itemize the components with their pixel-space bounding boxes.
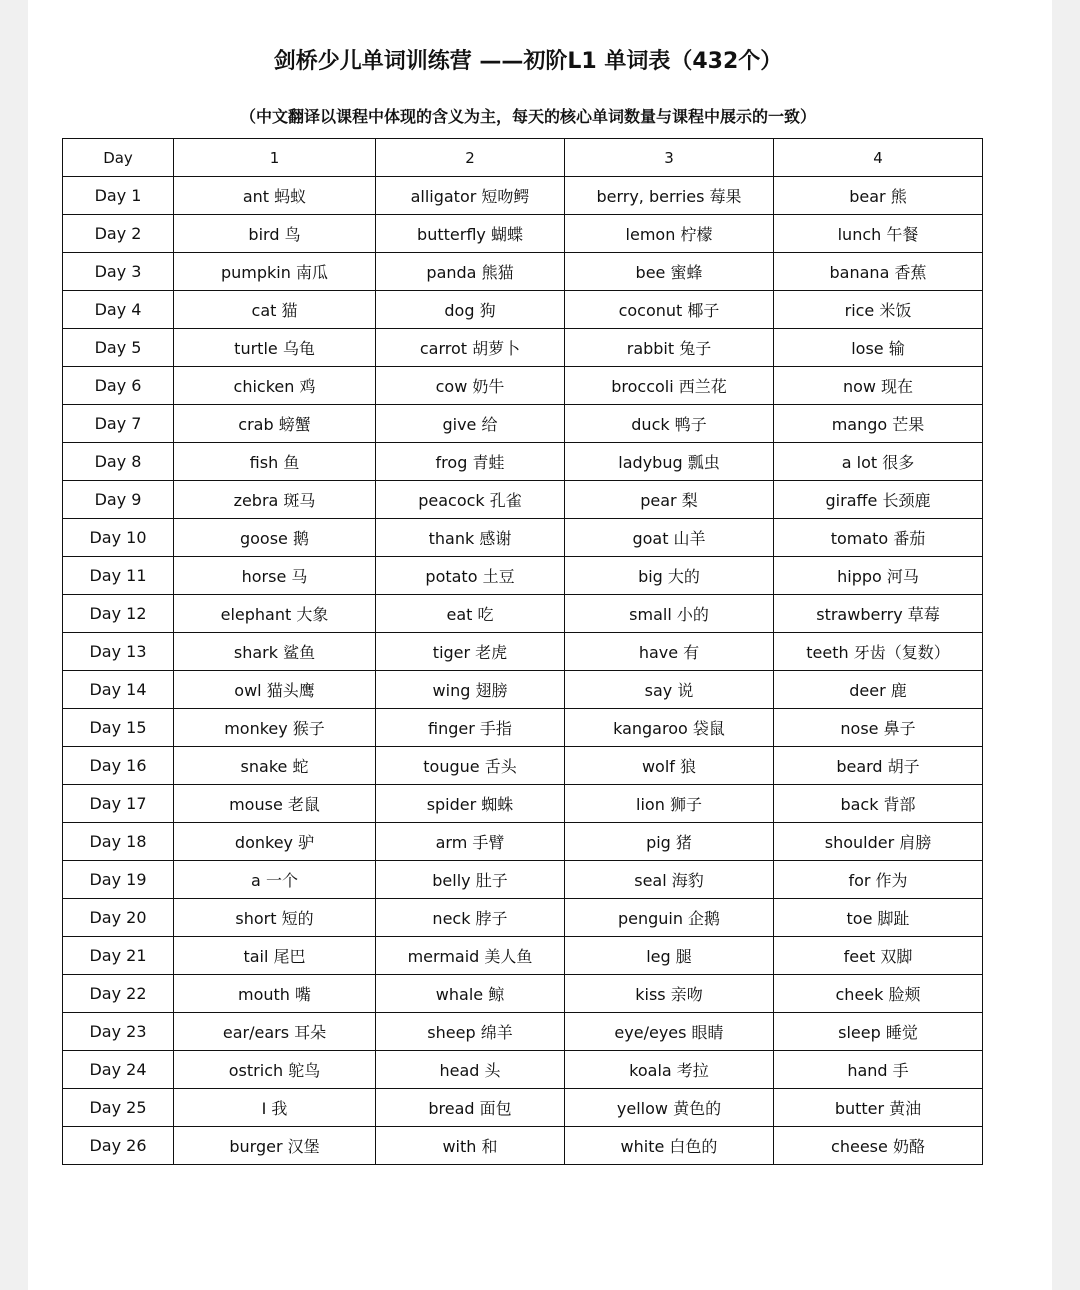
cell-word-3: koala 考拉 <box>565 1051 774 1089</box>
cell-word-3: leg 腿 <box>565 937 774 975</box>
table-row <box>63 291 983 329</box>
cell-word-3: coconut 椰子 <box>565 291 774 329</box>
table-header <box>63 139 983 177</box>
cell-word-3: goat 山羊 <box>565 519 774 557</box>
cell-word-4: for 作为 <box>774 861 983 899</box>
cell-word-3: kangaroo 袋鼠 <box>565 709 774 747</box>
cell-day: Day 13 <box>63 633 174 671</box>
cell-day: Day 23 <box>63 1013 174 1051</box>
table-row <box>63 747 983 785</box>
cell-day: Day 1 <box>63 177 174 215</box>
table-row <box>63 405 983 443</box>
cell-word-2: bread 面包 <box>376 1089 565 1127</box>
table-row <box>63 975 983 1013</box>
table-row <box>63 557 983 595</box>
table-row <box>63 329 983 367</box>
cell-word-2: wing 翅膀 <box>376 671 565 709</box>
cell-word-4: cheek 脸颊 <box>774 975 983 1013</box>
page-title: 剑桥少儿单词训练营 ——初阶L1 单词表（432个） <box>273 49 783 74</box>
cell-word-3: big 大的 <box>565 557 774 595</box>
cell-word-3: rabbit 兔子 <box>565 329 774 367</box>
cell-word-3: pig 猪 <box>565 823 774 861</box>
table-row <box>63 367 983 405</box>
table-row <box>63 519 983 557</box>
cell-word-2: potato 土豆 <box>376 557 565 595</box>
table-row <box>63 1051 983 1089</box>
cell-word-1: fish 鱼 <box>174 443 376 481</box>
cell-word-3: broccoli 西兰花 <box>565 367 774 405</box>
cell-word-3: lemon 柠檬 <box>565 215 774 253</box>
cell-word-1: crab 螃蟹 <box>174 405 376 443</box>
cell-day: Day 12 <box>63 595 174 633</box>
cell-word-4: mango 芒果 <box>774 405 983 443</box>
cell-word-2: spider 蜘蛛 <box>376 785 565 823</box>
cell-word-4: tomato 番茄 <box>774 519 983 557</box>
cell-day: Day 6 <box>63 367 174 405</box>
cell-day: Day 24 <box>63 1051 174 1089</box>
cell-word-1: tail 尾巴 <box>174 937 376 975</box>
cell-day: Day 21 <box>63 937 174 975</box>
cell-word-2: mermaid 美人鱼 <box>376 937 565 975</box>
cell-word-4: banana 香蕉 <box>774 253 983 291</box>
cell-word-4: cheese 奶酪 <box>774 1127 983 1165</box>
header-cell-day: Day <box>63 139 174 177</box>
cell-word-2: arm 手臂 <box>376 823 565 861</box>
cell-word-3: have 有 <box>565 633 774 671</box>
cell-word-4: lunch 午餐 <box>774 215 983 253</box>
cell-word-4: hand 手 <box>774 1051 983 1089</box>
cell-word-1: turtle 乌龟 <box>174 329 376 367</box>
cell-word-1: mouse 老鼠 <box>174 785 376 823</box>
document-page <box>28 0 1052 1290</box>
cell-word-3: say 说 <box>565 671 774 709</box>
cell-word-4: back 背部 <box>774 785 983 823</box>
cell-word-1: zebra 斑马 <box>174 481 376 519</box>
cell-word-2: eat 吃 <box>376 595 565 633</box>
cell-day: Day 26 <box>63 1127 174 1165</box>
vocabulary-table <box>62 138 983 1165</box>
cell-word-2: with 和 <box>376 1127 565 1165</box>
page-subtitle: （中文翻译以课程中体现的含义为主，每天的核心单词数量与课程中展示的一致） <box>239 107 816 126</box>
cell-word-1: owl 猫头鹰 <box>174 671 376 709</box>
cell-word-3: yellow 黄色的 <box>565 1089 774 1127</box>
header-cell-2: 2 <box>376 139 565 177</box>
cell-word-3: eye/eyes 眼睛 <box>565 1013 774 1051</box>
table-row <box>63 215 983 253</box>
cell-word-2: neck 脖子 <box>376 899 565 937</box>
cell-word-3: wolf 狼 <box>565 747 774 785</box>
table-row <box>63 1089 983 1127</box>
cell-word-1: goose 鹅 <box>174 519 376 557</box>
cell-word-1: snake 蛇 <box>174 747 376 785</box>
cell-word-1: short 短的 <box>174 899 376 937</box>
cell-word-4: butter 黄油 <box>774 1089 983 1127</box>
cell-day: Day 4 <box>63 291 174 329</box>
table-row <box>63 937 983 975</box>
table-row <box>63 899 983 937</box>
cell-word-1: shark 鲨鱼 <box>174 633 376 671</box>
table-row <box>63 481 983 519</box>
cell-word-4: sleep 睡觉 <box>774 1013 983 1051</box>
cell-word-1: a 一个 <box>174 861 376 899</box>
cell-word-4: strawberry 草莓 <box>774 595 983 633</box>
cell-word-1: cat 猫 <box>174 291 376 329</box>
cell-word-4: a lot 很多 <box>774 443 983 481</box>
table-row <box>63 861 983 899</box>
cell-word-1: monkey 猴子 <box>174 709 376 747</box>
cell-word-3: penguin 企鹅 <box>565 899 774 937</box>
cell-word-3: pear 梨 <box>565 481 774 519</box>
cell-word-2: alligator 短吻鳄 <box>376 177 565 215</box>
cell-word-1: elephant 大象 <box>174 595 376 633</box>
table-row <box>63 785 983 823</box>
cell-word-2: cow 奶牛 <box>376 367 565 405</box>
cell-word-2: sheep 绵羊 <box>376 1013 565 1051</box>
cell-word-1: ant 蚂蚁 <box>174 177 376 215</box>
cell-day: Day 18 <box>63 823 174 861</box>
cell-word-4: beard 胡子 <box>774 747 983 785</box>
cell-word-1: ostrich 鸵鸟 <box>174 1051 376 1089</box>
cell-day: Day 16 <box>63 747 174 785</box>
header-cell-3: 3 <box>565 139 774 177</box>
table-row <box>63 1013 983 1051</box>
cell-word-3: bee 蜜蜂 <box>565 253 774 291</box>
cell-word-1: horse 马 <box>174 557 376 595</box>
cell-word-1: donkey 驴 <box>174 823 376 861</box>
table-row <box>63 443 983 481</box>
cell-word-4: shoulder 肩膀 <box>774 823 983 861</box>
cell-day: Day 10 <box>63 519 174 557</box>
cell-word-2: finger 手指 <box>376 709 565 747</box>
cell-word-2: tiger 老虎 <box>376 633 565 671</box>
cell-day: Day 9 <box>63 481 174 519</box>
table-row <box>63 595 983 633</box>
cell-day: Day 8 <box>63 443 174 481</box>
cell-word-4: lose 输 <box>774 329 983 367</box>
cell-word-1: pumpkin 南瓜 <box>174 253 376 291</box>
cell-word-4: rice 米饭 <box>774 291 983 329</box>
cell-day: Day 15 <box>63 709 174 747</box>
cell-day: Day 22 <box>63 975 174 1013</box>
cell-word-4: teeth 牙齿（复数） <box>774 633 983 671</box>
cell-word-2: thank 感谢 <box>376 519 565 557</box>
cell-word-1: I 我 <box>174 1089 376 1127</box>
cell-word-3: small 小的 <box>565 595 774 633</box>
cell-word-2: dog 狗 <box>376 291 565 329</box>
cell-word-4: hippo 河马 <box>774 557 983 595</box>
table-body <box>63 177 983 1165</box>
cell-day: Day 17 <box>63 785 174 823</box>
header-cell-1: 1 <box>174 139 376 177</box>
cell-day: Day 20 <box>63 899 174 937</box>
cell-day: Day 14 <box>63 671 174 709</box>
header-cell-4: 4 <box>774 139 983 177</box>
cell-word-1: chicken 鸡 <box>174 367 376 405</box>
table-row <box>63 1127 983 1165</box>
cell-day: Day 7 <box>63 405 174 443</box>
cell-day: Day 2 <box>63 215 174 253</box>
cell-word-3: ladybug 瓢虫 <box>565 443 774 481</box>
cell-word-2: carrot 胡萝卜 <box>376 329 565 367</box>
cell-word-4: nose 鼻子 <box>774 709 983 747</box>
cell-word-3: lion 狮子 <box>565 785 774 823</box>
cell-word-4: feet 双脚 <box>774 937 983 975</box>
cell-word-3: berry, berries 莓果 <box>565 177 774 215</box>
cell-day: Day 5 <box>63 329 174 367</box>
cell-word-1: mouth 嘴 <box>174 975 376 1013</box>
table-row <box>63 709 983 747</box>
cell-word-2: whale 鲸 <box>376 975 565 1013</box>
header-row <box>63 139 983 177</box>
cell-word-4: deer 鹿 <box>774 671 983 709</box>
cell-word-4: bear 熊 <box>774 177 983 215</box>
cell-word-3: white 白色的 <box>565 1127 774 1165</box>
cell-word-3: duck 鸭子 <box>565 405 774 443</box>
table-row <box>63 253 983 291</box>
cell-word-3: seal 海豹 <box>565 861 774 899</box>
cell-day: Day 3 <box>63 253 174 291</box>
table-row <box>63 823 983 861</box>
cell-word-2: head 头 <box>376 1051 565 1089</box>
cell-word-1: ear/ears 耳朵 <box>174 1013 376 1051</box>
cell-word-4: toe 脚趾 <box>774 899 983 937</box>
table-row <box>63 671 983 709</box>
cell-word-3: kiss 亲吻 <box>565 975 774 1013</box>
cell-word-2: frog 青蛙 <box>376 443 565 481</box>
cell-word-2: tougue 舌头 <box>376 747 565 785</box>
cell-word-4: giraffe 长颈鹿 <box>774 481 983 519</box>
cell-word-2: butterfly 蝴蝶 <box>376 215 565 253</box>
table-row <box>63 633 983 671</box>
cell-word-1: burger 汉堡 <box>174 1127 376 1165</box>
cell-day: Day 25 <box>63 1089 174 1127</box>
cell-day: Day 11 <box>63 557 174 595</box>
cell-word-2: belly 肚子 <box>376 861 565 899</box>
cell-word-2: give 给 <box>376 405 565 443</box>
cell-day: Day 19 <box>63 861 174 899</box>
cell-word-4: now 现在 <box>774 367 983 405</box>
cell-word-2: panda 熊猫 <box>376 253 565 291</box>
cell-word-1: bird 鸟 <box>174 215 376 253</box>
table-row <box>63 177 983 215</box>
cell-word-2: peacock 孔雀 <box>376 481 565 519</box>
